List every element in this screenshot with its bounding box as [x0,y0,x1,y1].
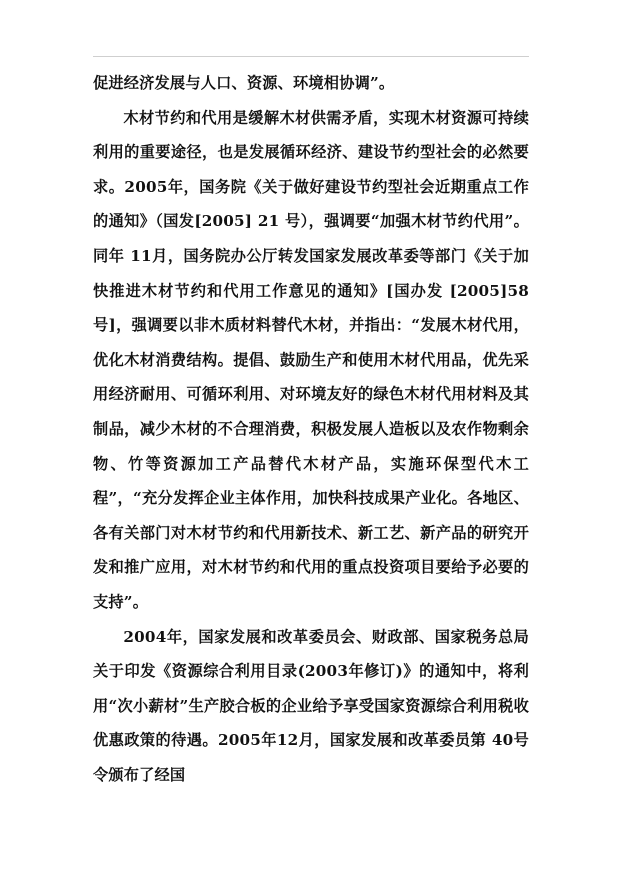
paragraph-wood-saving-policy: 木材节约和代用是缓解木材供需矛盾，实现木材资源可持续利用的重要途径，也是发展循环经济、建设节约型社会的必然要求。2005年，国务院《关于做好建设节约型社会近期重点工作的通知》（国发[2005] 21 号），强调要“加强木材节约代用”。同年 11月，国务院办公厅转发国家发展改革委等部门《关于加快推进木材节约和代用工作意见的通知》[国办发 [2005]58号]，强调要以非木质材料替代木材，并指出：“发展木材代用，优化木材消费结构。提倡、鼓励生产和使用木材代用品，优先采用经济耐用、可循环利用、对环境友好的绿色木材代用材料及其制品，减少木材的不合理消费，积极发展人造板以及农作物剩余物、竹等资源加工产品替代木材产品，实施环保型代木工程”，“充分发挥企业主体作用，加快科技成果产业化。各地区、各有关部门对木材节约和代用新技术、新工艺、新产品的研究开发和推广应用，对木材节约和代用的重点投资项目要给予必要的支持”。 [93,108,529,611]
paragraph-resource-utilization: 2004年，国家发展和改革委员会、财政部、国家税务总局关于印发《资源综合利用目录(2003年修订)》的通知中，将利用“次小薪材”生产胶合板的企业给予享受国家资源综合利用税收优惠政策的待遇。2005年12月，国家发展和改革委员第 40号令颁布了经国 [93,627,529,784]
header-rule [93,56,529,57]
paragraph-continuation: 促进经济发展与人口、资源、环境相协调”。 [93,74,395,92]
document-body [93,66,529,792]
